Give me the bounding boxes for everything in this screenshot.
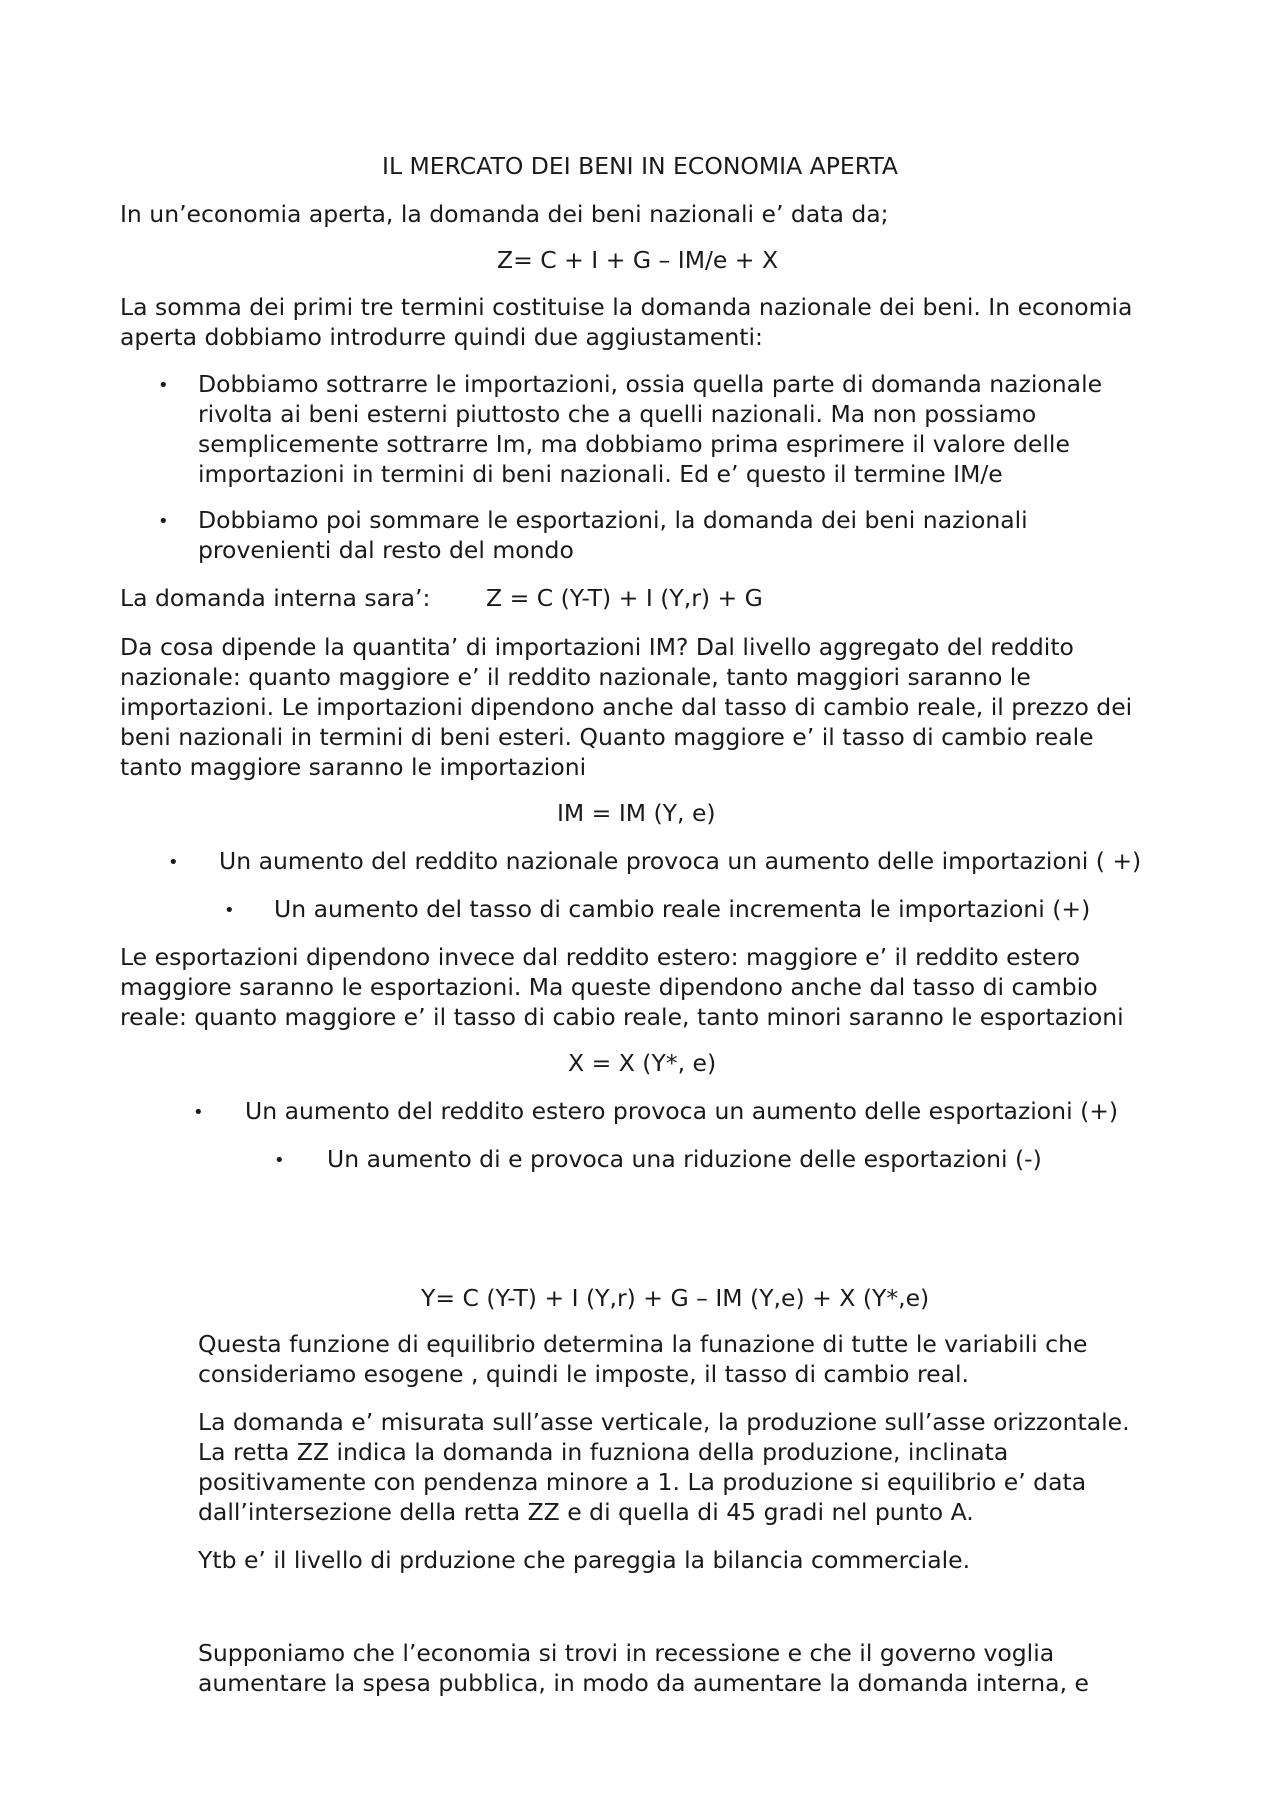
paragraph-line: La domanda e’ misurata sull’asse verticale, la produzione sull’asse orizzontale. — [198, 1408, 1130, 1436]
paragraph-line: maggiore saranno le esportazioni. Ma queste dipendono anche dal tasso di cambio — [120, 973, 1098, 1001]
list-item-line: importazioni in termini di beni nazionali. Ed e’ questo il termine IM/e — [198, 460, 1003, 488]
paragraph-line: La somma dei primi tre termini costituise la domanda nazionale dei beni. In economia — [120, 293, 1133, 321]
paragraph-line: Questa funzione di equilibrio determina la funazione di tutte le variabili che — [198, 1330, 1088, 1358]
list-item-line: Un aumento del reddito nazionale provoca un aumento delle importazioni ( +) — [219, 847, 1142, 875]
paragraph-line: aperta dobbiamo introdurre quindi due aggiustamenti: — [120, 323, 763, 351]
paragraph-line: aumentare la spesa pubblica, in modo da aumentare la domanda interna, e — [198, 1669, 1089, 1697]
equation-im: IM = IM (Y, e) — [557, 799, 716, 827]
list-item-line: Un aumento di e provoca una riduzione delle esportazioni (-) — [327, 1145, 1042, 1173]
paragraph-intro: In un’economia aperta, la domanda dei beni nazionali e’ data da; — [120, 200, 889, 228]
list-item-line: semplicemente sottrarre Im, ma dobbiamo prima esprimere il valore delle — [198, 430, 1070, 458]
paragraph-line: Da cosa dipende la quantita’ di importazioni IM? Dal livello aggregato del reddito — [120, 633, 1074, 661]
bullet-marker: • — [274, 1150, 285, 1171]
equation-y: Y= C (Y-T) + I (Y,r) + G – IM (Y,e) + X (Y*,e) — [421, 1284, 930, 1312]
paragraph-line: Le esportazioni dipendono invece dal reddito estero: maggiore e’ il reddito estero — [120, 943, 1080, 971]
paragraph-line: dall’intersezione della retta ZZ e di quella di 45 gradi nel punto A. — [198, 1498, 974, 1526]
paragraph-line: tanto maggiore saranno le importazioni — [120, 753, 587, 781]
bullet-marker: • — [158, 511, 169, 532]
paragraph-line: beni nazionali in termini di beni esteri. Quanto maggiore e’ il tasso di cambio reale — [120, 723, 1094, 751]
bullet-marker: • — [193, 1102, 204, 1123]
paragraph-line: Supponiamo che l’economia si trovi in recessione e che il governo voglia — [198, 1639, 1055, 1667]
paragraph-line: Ytb e’ il livello di prduzione che pareggia la bilancia commerciale. — [198, 1546, 971, 1574]
domanda-interna-equation: Z = C (Y-T) + I (Y,r) + G — [486, 584, 763, 612]
paragraph-line: La retta ZZ indica la domanda in fuzniona della produzione, inclinata — [198, 1438, 1009, 1466]
domanda-interna-label: La domanda interna sara’: — [120, 584, 431, 612]
paragraph-line: nazionale: quanto maggiore e’ il reddito nazionale, tanto maggiori saranno le — [120, 663, 1031, 691]
list-item-line: provenienti dal resto del mondo — [198, 536, 574, 564]
equation-z: Z= C + I + G – IM/e + X — [497, 246, 779, 274]
paragraph-line: positivamente con pendenza minore a 1. La produzione si equilibrio e’ data — [198, 1468, 1087, 1496]
bullet-marker: • — [224, 900, 235, 921]
paragraph-line: consideriamo esogene , quindi le imposte, il tasso di cambio real. — [198, 1360, 969, 1388]
list-item-line: Dobbiamo poi sommare le esportazioni, la domanda dei beni nazionali — [198, 506, 1028, 534]
paragraph-line: importazioni. Le importazioni dipendono anche dal tasso di cambio reale, il prezzo dei — [120, 693, 1133, 721]
bullet-marker: • — [168, 852, 179, 873]
list-item-line: Dobbiamo sottrarre le importazioni, ossia quella parte di domanda nazionale — [198, 370, 1103, 398]
list-item-line: Un aumento del reddito estero provoca un aumento delle esportazioni (+) — [245, 1097, 1119, 1125]
paragraph-line: reale: quanto maggiore e’ il tasso di cabio reale, tanto minori saranno le esportazioni — [120, 1003, 1124, 1031]
list-item-line: rivolta ai beni esterni piuttosto che a quelli nazionali. Ma non possiamo — [198, 400, 1037, 428]
page-title: IL MERCATO DEI BENI IN ECONOMIA APERTA — [382, 152, 898, 180]
equation-x: X = X (Y*, e) — [568, 1049, 717, 1077]
list-item-line: Un aumento del tasso di cambio reale incrementa le importazioni (+) — [274, 895, 1091, 923]
bullet-marker: • — [158, 375, 169, 396]
